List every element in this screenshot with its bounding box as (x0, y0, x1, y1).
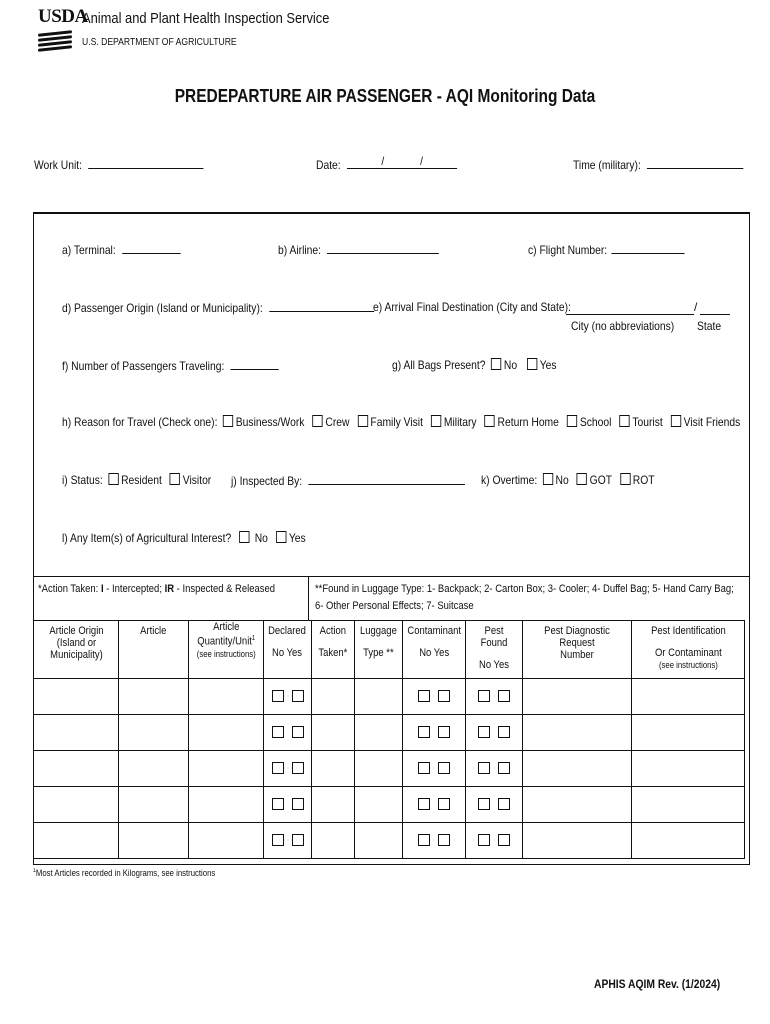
contaminant-no-checkbox[interactable] (418, 834, 430, 846)
declared-yes-checkbox[interactable] (292, 690, 304, 702)
date-sep: / (381, 154, 385, 168)
reason-checkbox-business[interactable] (223, 415, 233, 427)
header-luggage-type (355, 621, 403, 679)
terminal-row (62, 242, 181, 257)
reason-military-label: Military (443, 415, 477, 429)
cell-quantity[interactable] (189, 751, 264, 787)
time-row (573, 157, 743, 172)
cell-contaminant (403, 787, 466, 823)
header-quantity-sup: 1 (251, 635, 256, 642)
cell-diag[interactable] (523, 751, 632, 787)
agency-name: Animal and Plant Health Inspection Service (82, 10, 330, 27)
ag-yes-label: Yes (288, 531, 306, 545)
reason-checkbox-school[interactable] (567, 415, 577, 427)
cell-declared (264, 715, 312, 751)
action-legend (38, 583, 275, 595)
table-body (34, 679, 745, 859)
destination-row (373, 300, 571, 314)
work-unit-label: Work Unit: (34, 158, 82, 172)
overtime-rot-checkbox[interactable] (620, 473, 630, 485)
date-row (316, 154, 457, 172)
contaminant-yes-checkbox[interactable] (438, 798, 450, 810)
action-legend-ir-text: - Inspected & Released (174, 583, 276, 595)
reason-checkbox-military[interactable] (431, 415, 441, 427)
header-diag-line1: Pest Diagnostic Request (544, 625, 611, 649)
cell-pest (466, 679, 523, 715)
status-resident-label: Resident (121, 473, 162, 487)
cell-article[interactable] (119, 751, 189, 787)
time-label: Time (military): (573, 158, 641, 172)
cell-pest (466, 823, 523, 859)
destination-city-field[interactable] (566, 300, 694, 315)
cell-quantity[interactable] (189, 787, 264, 823)
header-article (119, 621, 189, 679)
cell-luggage[interactable] (355, 715, 403, 751)
inspected-by-field[interactable] (308, 473, 465, 485)
pest-yes-checkbox[interactable] (498, 726, 510, 738)
reason-checkbox-return[interactable] (485, 415, 495, 427)
airline-field[interactable] (327, 242, 439, 254)
reason-label: h) Reason for Travel (Check one): (62, 415, 218, 429)
cell-quantity[interactable] (189, 715, 264, 751)
cell-declared (264, 751, 312, 787)
header-quantity-line2: Quantity/Unit (196, 635, 252, 648)
header-contaminant-noyes: No Yes (419, 647, 450, 659)
contaminant-yes-checkbox[interactable] (438, 726, 450, 738)
cell-origin[interactable] (34, 823, 119, 859)
table-row (34, 751, 745, 787)
table-row (34, 679, 745, 715)
declared-no-checkbox[interactable] (272, 726, 284, 738)
cell-action[interactable] (312, 751, 355, 787)
origin-field[interactable] (269, 300, 374, 312)
cell-action[interactable] (312, 823, 355, 859)
destination-state-field[interactable] (700, 300, 730, 315)
header-declared-noyes: No Yes (272, 647, 303, 659)
inspected-by-label: j) Inspected By: (231, 474, 303, 488)
cell-diag[interactable] (523, 823, 632, 859)
declared-yes-checkbox[interactable] (292, 834, 304, 846)
pest-yes-checkbox[interactable] (498, 762, 510, 774)
form-id: APHIS AQIM Rev. (1/2024) (594, 977, 721, 991)
department-name: U.S. DEPARTMENT OF AGRICULTURE (82, 37, 237, 48)
cell-ident[interactable] (632, 823, 745, 859)
header-diag-line2: Number (560, 649, 595, 661)
overtime-got-label: GOT (589, 473, 612, 487)
cell-luggage[interactable] (355, 787, 403, 823)
cell-pest (466, 787, 523, 823)
airline-row (278, 242, 439, 257)
header-contaminant (403, 621, 466, 679)
cell-article[interactable] (119, 715, 189, 751)
usda-logo (38, 6, 88, 50)
declared-yes-checkbox[interactable] (292, 798, 304, 810)
status-visitor-label: Visitor (182, 473, 212, 487)
cell-diag[interactable] (523, 787, 632, 823)
header-article-origin-line1: Article Origin (48, 625, 104, 637)
bags-no-label: No (503, 358, 518, 372)
terminal-label: a) Terminal: (62, 243, 116, 257)
overtime-label: k) Overtime: (481, 473, 538, 487)
header-article-text: Article (140, 625, 167, 637)
origin-row (62, 300, 374, 315)
table-row (34, 715, 745, 751)
cell-action[interactable] (312, 715, 355, 751)
bags-row (392, 358, 557, 372)
declared-no-checkbox[interactable] (272, 798, 284, 810)
reason-business-label: Business/Work (235, 415, 305, 429)
header-article-origin (34, 621, 119, 679)
action-legend-i-text: - Intercepted; (103, 583, 165, 595)
reason-checkbox-tourist[interactable] (619, 415, 629, 427)
destination-slash: / (694, 300, 698, 314)
cell-article[interactable] (119, 787, 189, 823)
pest-no-checkbox[interactable] (478, 690, 490, 702)
cell-ident[interactable] (632, 751, 745, 787)
declared-no-checkbox[interactable] (272, 834, 284, 846)
state-sub-label: State (697, 319, 722, 333)
contaminant-no-checkbox[interactable] (418, 798, 430, 810)
header-article-origin-line2: (Island or (56, 637, 96, 649)
reason-checkbox-crew[interactable] (312, 415, 322, 427)
cell-origin[interactable] (34, 679, 119, 715)
ag-yes-checkbox[interactable] (276, 531, 286, 543)
cell-luggage[interactable] (355, 679, 403, 715)
cell-declared (264, 679, 312, 715)
header-declared (264, 621, 312, 679)
header-declared-text: Declared (268, 625, 307, 637)
cell-origin[interactable] (34, 751, 119, 787)
cell-diag[interactable] (523, 715, 632, 751)
reason-return-label: Return Home (497, 415, 559, 429)
ag-no-checkbox[interactable] (239, 531, 249, 543)
work-unit-row (34, 157, 204, 172)
flight-label: c) Flight Number: (528, 243, 608, 257)
header-pest-text: Pest Found (480, 625, 508, 649)
passengers-row (62, 358, 279, 373)
cell-ident[interactable] (632, 787, 745, 823)
status-visitor-checkbox[interactable] (170, 473, 180, 485)
bags-yes-label: Yes (539, 358, 557, 372)
cell-pest (466, 715, 523, 751)
cell-origin[interactable] (34, 787, 119, 823)
header-action-line2: Taken* (318, 647, 348, 659)
destination-label: e) Arrival Final Destination (City and State): (373, 300, 571, 314)
contaminant-no-checkbox[interactable] (418, 690, 430, 702)
cell-pest (466, 751, 523, 787)
pest-yes-checkbox[interactable] (498, 798, 510, 810)
luggage-legend-line2: 6- Other Personal Effects; 7- Suitcase (315, 600, 474, 612)
pest-no-checkbox[interactable] (478, 762, 490, 774)
contaminant-yes-checkbox[interactable] (438, 834, 450, 846)
header-article-origin-line3: Municipality) (49, 649, 103, 661)
cell-origin[interactable] (34, 715, 119, 751)
usda-logo-text: USDA (38, 6, 88, 27)
legend-divider (308, 576, 309, 620)
reason-row (62, 415, 740, 429)
cell-luggage[interactable] (355, 823, 403, 859)
header-ident-line2: Or Contaminant (654, 647, 722, 659)
overtime-no-checkbox[interactable] (543, 473, 553, 485)
cell-quantity[interactable] (189, 823, 264, 859)
cell-quantity[interactable] (189, 679, 264, 715)
pest-no-checkbox[interactable] (478, 834, 490, 846)
reason-tourist-label: Tourist (632, 415, 663, 429)
table-row (34, 787, 745, 823)
articles-table (33, 620, 745, 859)
contaminant-no-checkbox[interactable] (418, 762, 430, 774)
contaminant-yes-checkbox[interactable] (438, 690, 450, 702)
cell-declared (264, 787, 312, 823)
ag-interest-row (62, 531, 306, 545)
date-sep: / (420, 154, 423, 168)
header-quantity (189, 621, 264, 679)
overtime-no-label: No (555, 473, 569, 487)
cell-luggage[interactable] (355, 751, 403, 787)
time-field[interactable] (647, 157, 743, 169)
footnote-sup: 1 (33, 868, 36, 874)
reason-school-label: School (579, 415, 612, 429)
overtime-got-checkbox[interactable] (577, 473, 587, 485)
cell-ident[interactable] (632, 715, 745, 751)
status-label: i) Status: (62, 473, 103, 487)
cell-contaminant (403, 715, 466, 751)
header-pest-identification (632, 621, 745, 679)
contaminant-no-checkbox[interactable] (418, 726, 430, 738)
airline-label: b) Airline: (278, 243, 322, 257)
city-sub-label: City (no abbreviations) (571, 319, 675, 333)
date-field[interactable] (347, 154, 457, 169)
date-label: Date: (316, 158, 341, 172)
declared-yes-checkbox[interactable] (292, 762, 304, 774)
reason-checkbox-family[interactable] (358, 415, 368, 427)
cell-action[interactable] (312, 787, 355, 823)
bags-yes-checkbox[interactable] (527, 358, 537, 370)
cell-diag[interactable] (523, 679, 632, 715)
flight-field[interactable] (612, 242, 685, 254)
header-quantity-line1: Article (212, 621, 240, 633)
ag-no-label: No (254, 531, 268, 545)
cell-contaminant (403, 823, 466, 859)
luggage-legend-line1: **Found in Luggage Type: 1- Backpack; 2- Carton Box; 3- Cooler; 4- Duffel Bag; 5- Hand Carry Bag; (315, 583, 734, 595)
cell-contaminant (403, 751, 466, 787)
declared-no-checkbox[interactable] (272, 762, 284, 774)
cell-declared (264, 823, 312, 859)
reason-checkbox-friends[interactable] (671, 415, 681, 427)
contaminant-yes-checkbox[interactable] (438, 762, 450, 774)
header-ident-line3: (see instructions) (658, 660, 718, 670)
footnote-text: Most Articles recorded in Kilograms, see instructions (35, 868, 216, 878)
header-luggage-line1: Luggage (360, 625, 397, 637)
inspected-by-row (231, 473, 465, 488)
header-action-taken (312, 621, 355, 679)
header-pest-found (466, 621, 523, 679)
action-legend-i: I (100, 583, 104, 595)
header-contaminant-text: Contaminant (407, 625, 462, 637)
bags-label: g) All Bags Present? (392, 358, 486, 372)
action-legend-prefix: *Action Taken: (38, 583, 101, 595)
pest-yes-checkbox[interactable] (498, 690, 510, 702)
header-pest-noyes: No Yes (479, 659, 510, 671)
work-unit-field[interactable] (88, 157, 203, 169)
header-luggage-line2: Type ** (363, 647, 394, 659)
action-legend-ir: IR (164, 583, 175, 595)
status-row (62, 473, 211, 487)
terminal-field[interactable] (122, 242, 180, 254)
page-title: PREDEPARTURE AIR PASSENGER - AQI Monitoring Data (174, 86, 596, 106)
passengers-field[interactable] (231, 358, 279, 370)
pest-yes-checkbox[interactable] (498, 834, 510, 846)
header-ident-line1: Pest Identification (651, 625, 726, 637)
origin-label: d) Passenger Origin (Island or Municipality): (62, 301, 263, 315)
cell-article[interactable] (119, 679, 189, 715)
table-row (34, 823, 745, 859)
ag-interest-label: l) Any Item(s) of Agricultural Interest? (62, 531, 232, 545)
header-action-line1: Action (319, 625, 347, 637)
legend-top-rule (33, 576, 749, 577)
footnote (33, 868, 215, 878)
header-quantity-line3: (see instructions) (196, 648, 256, 659)
reason-family-label: Family Visit (370, 415, 423, 429)
reason-friends-label: Visit Friends (683, 415, 741, 429)
header-diagnostic-number (523, 621, 632, 679)
pest-no-checkbox[interactable] (478, 726, 490, 738)
passengers-label: f) Number of Passengers Traveling: (62, 359, 225, 373)
cell-action[interactable] (312, 679, 355, 715)
flight-row (528, 242, 685, 257)
pest-no-checkbox[interactable] (478, 798, 490, 810)
cell-article[interactable] (119, 823, 189, 859)
overtime-rot-label: ROT (632, 473, 655, 487)
cell-ident[interactable] (632, 679, 745, 715)
reason-crew-label: Crew (325, 415, 350, 429)
bags-no-checkbox[interactable] (491, 358, 501, 370)
overtime-row (481, 473, 655, 487)
status-resident-checkbox[interactable] (108, 473, 118, 485)
cell-contaminant (403, 679, 466, 715)
declared-yes-checkbox[interactable] (292, 726, 304, 738)
table-header-row (34, 621, 745, 679)
declared-no-checkbox[interactable] (272, 690, 284, 702)
